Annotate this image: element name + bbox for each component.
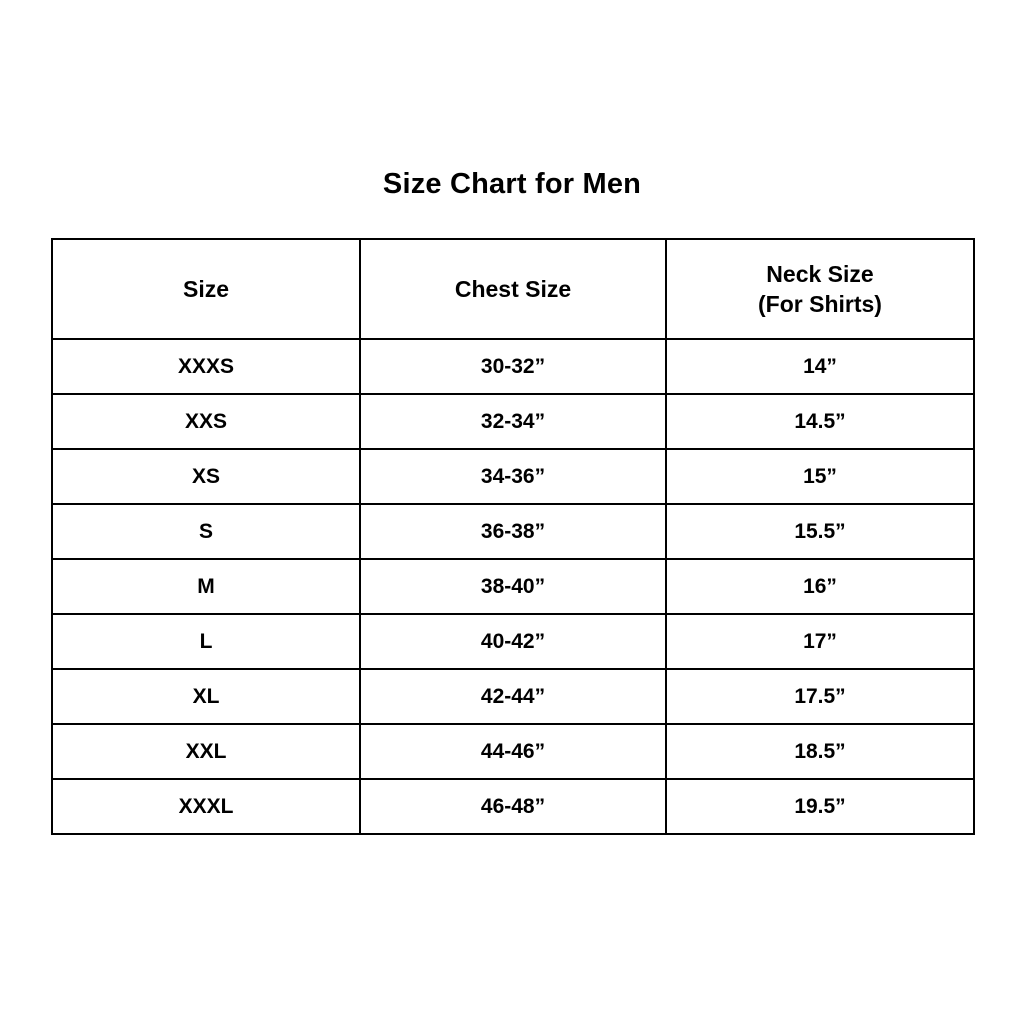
table-row [52, 669, 974, 724]
column-header-chest [360, 239, 666, 339]
cell-neck: 18.5” [666, 724, 974, 779]
size-chart-table-container [51, 238, 973, 835]
cell-chest: 44-46” [360, 724, 666, 779]
cell-neck: 14” [666, 339, 974, 394]
table-body [52, 339, 974, 834]
column-header-neck-label: Neck Size [766, 260, 874, 287]
cell-chest: 42-44” [360, 669, 666, 724]
cell-neck: 15” [666, 449, 974, 504]
table-row [52, 339, 974, 394]
column-header-size [52, 239, 360, 339]
cell-neck: 16” [666, 559, 974, 614]
cell-size: XXXS [52, 339, 360, 394]
cell-size: XL [52, 669, 360, 724]
table-row [52, 504, 974, 559]
cell-chest: 46-48” [360, 779, 666, 834]
table-row [52, 724, 974, 779]
cell-neck: 19.5” [666, 779, 974, 834]
cell-size: S [52, 504, 360, 559]
column-header-chest-label: Chest Size [454, 275, 572, 302]
column-header-neck [666, 239, 974, 339]
cell-size: XXL [52, 724, 360, 779]
column-header-neck-sublabel: (For Shirts) [758, 291, 882, 317]
table-row [52, 449, 974, 504]
cell-chest: 30-32” [360, 339, 666, 394]
cell-size: M [52, 559, 360, 614]
cell-size: XS [52, 449, 360, 504]
cell-neck: 17.5” [666, 669, 974, 724]
table-row [52, 614, 974, 669]
cell-neck: 14.5” [666, 394, 974, 449]
column-header-size-label: Size [182, 275, 230, 302]
table-row [52, 394, 974, 449]
table-header-row [52, 239, 974, 339]
page-title: Size Chart for Men [382, 168, 642, 200]
cell-chest: 34-36” [360, 449, 666, 504]
cell-chest: 38-40” [360, 559, 666, 614]
cell-chest: 36-38” [360, 504, 666, 559]
cell-size: L [52, 614, 360, 669]
cell-size: XXXL [52, 779, 360, 834]
cell-neck: 15.5” [666, 504, 974, 559]
table-header [52, 239, 974, 339]
cell-size: XXS [52, 394, 360, 449]
cell-chest: 40-42” [360, 614, 666, 669]
table-row [52, 559, 974, 614]
table-row [52, 779, 974, 834]
cell-neck: 17” [666, 614, 974, 669]
cell-chest: 32-34” [360, 394, 666, 449]
size-chart-table [51, 238, 975, 835]
